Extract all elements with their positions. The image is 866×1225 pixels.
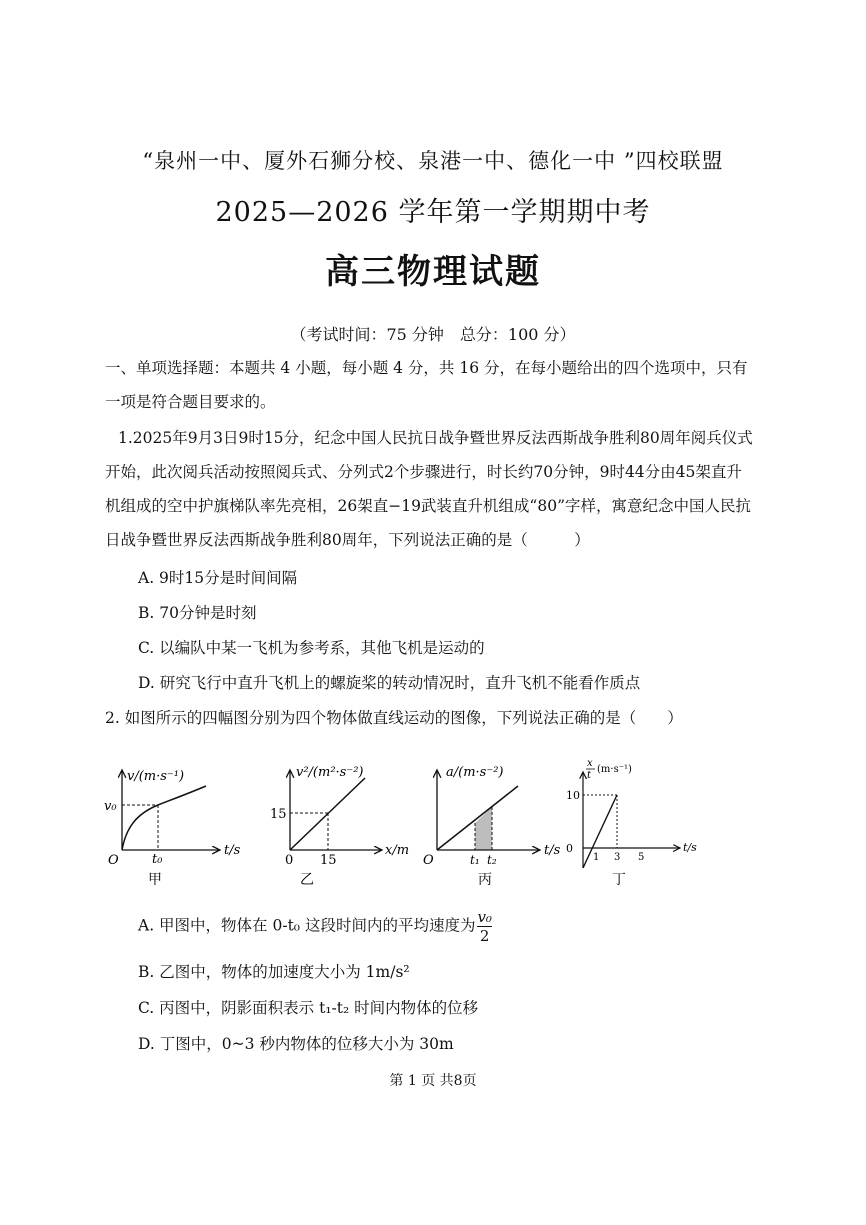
graph-bing-caption: 丙 xyxy=(478,872,492,888)
graph-ding-xtick-5: 5 xyxy=(638,852,645,863)
q1-stem-line4: 日战争暨世界反法西斯战争胜利80周年，下列说法正确的是（ ） xyxy=(105,531,590,549)
q2-option-a-fraction xyxy=(477,908,492,945)
graph-ding xyxy=(566,758,697,888)
graph-jia xyxy=(104,769,241,888)
q1-option-b: B. 70分钟是时刻 xyxy=(138,604,257,622)
graph-bing-t1: t₁ xyxy=(470,853,480,867)
q2-option-a xyxy=(138,908,492,945)
q2-option-c: C. 丙图中，阴影面积表示 t₁-t₂ 时间内物体的位移 xyxy=(138,999,479,1017)
graph-bing-t2: t₂ xyxy=(487,853,497,867)
graph-yi-ylabel: v²/(m²·s⁻²) xyxy=(296,765,364,780)
graph-ding-ytick: 10 xyxy=(566,789,580,802)
q2-stem: 2. 如图所示的四幅图分别为四个物体做直线运动的图像，下列说法正确的是（ ） xyxy=(105,709,683,727)
q2-option-a-text: A. 甲图中，物体在 0-t₀ 这段时间内的平均速度为 xyxy=(138,916,476,935)
graph-ding-ylabel-num: x xyxy=(587,758,593,769)
page-footer: 第 1 页 共8页 xyxy=(389,1073,477,1089)
graph-yi-xlabel: x/m xyxy=(385,843,410,858)
section-instructions-line1: 一、单项选择题：本题共 4 小题，每小题 4 分，共 16 分，在每小题给出的四个选项中，只有 xyxy=(105,359,748,377)
q2-option-b: B. 乙图中，物体的加速度大小为 1m/s² xyxy=(138,963,410,981)
graph-ding-xtick-1: 1 xyxy=(593,852,600,863)
school-alliance: “泉州一中、厦外石狮分校、泉港一中、德化一中 ”四校联盟 xyxy=(142,149,724,173)
graph-jia-t0: t₀ xyxy=(152,852,163,867)
exam-meta: （考试时间：75 分钟 总分：100 分） xyxy=(290,325,576,344)
q1-option-d: D. 研究飞行中直升飞机上的螺旋桨的转动情况时，直升飞机不能看作质点 xyxy=(138,674,641,692)
graph-ding-ylabel-den: t xyxy=(587,770,592,781)
fraction-denominator: 2 xyxy=(479,927,490,945)
graph-yi-xtick: 15 xyxy=(320,853,337,868)
q2-option-d: D. 丁图中，0~3 秒内物体的位移大小为 30m xyxy=(138,1035,454,1053)
q1-option-c: C. 以编队中某一飞机为参考系，其他飞机是运动的 xyxy=(138,639,485,657)
graph-ding-line xyxy=(583,795,617,868)
exam-term: 2025—2026 学年第一学期期中考 xyxy=(215,197,651,228)
graph-ding-caption: 丁 xyxy=(612,872,626,888)
graph-ding-ylabel-unit: (m·s⁻¹) xyxy=(597,764,632,775)
q1-stem-line3: 机组成的空中护旗梯队率先亮相，26架直−19武装直升机组成“80”字样，寓意纪念中国人民抗 xyxy=(105,497,752,515)
graph-ding-xtick-3: 3 xyxy=(614,852,621,863)
section-instructions-line2: 一项是符合题目要求的。 xyxy=(105,393,276,411)
graph-jia-ylabel: v/(m·s⁻¹) xyxy=(127,769,185,784)
graph-ding-xlabel: t/s xyxy=(683,841,697,854)
graph-bing xyxy=(423,765,561,888)
graph-bing-ylabel: a/(m·s⁻²) xyxy=(446,765,504,780)
fraction-numerator: v₀ xyxy=(477,908,492,926)
q1-option-a: A. 9时15分是时间间隔 xyxy=(138,569,298,587)
graph-yi-ytick: 15 xyxy=(270,807,287,822)
graph-jia-caption: 甲 xyxy=(148,872,162,888)
graph-jia-xlabel: t/s xyxy=(224,843,241,858)
graph-bing-xlabel: t/s xyxy=(544,843,561,858)
q1-stem-line2: 开始，此次阅兵活动按照阅兵式、分列式2个步骤进行，时长约70分钟，9时44分由45架直升 xyxy=(105,463,742,481)
graph-jia-v0: v₀ xyxy=(104,799,117,814)
graph-jia-origin: O xyxy=(108,853,119,868)
graph-jia-curve xyxy=(122,786,206,850)
graph-yi-caption: 乙 xyxy=(300,872,314,888)
graph-bing-origin: O xyxy=(423,853,434,868)
graph-ding-origin: 0 xyxy=(566,842,573,855)
q2-graphs xyxy=(0,750,866,890)
graph-yi-origin: 0 xyxy=(285,853,294,868)
page-title: 高三物理试题 xyxy=(325,252,541,292)
q1-stem-line1: 1.2025年9月3日9时15分，纪念中国人民抗日战争暨世界反法西斯战争胜利80周年阅兵仪式 xyxy=(118,429,753,447)
graph-yi xyxy=(270,765,409,888)
